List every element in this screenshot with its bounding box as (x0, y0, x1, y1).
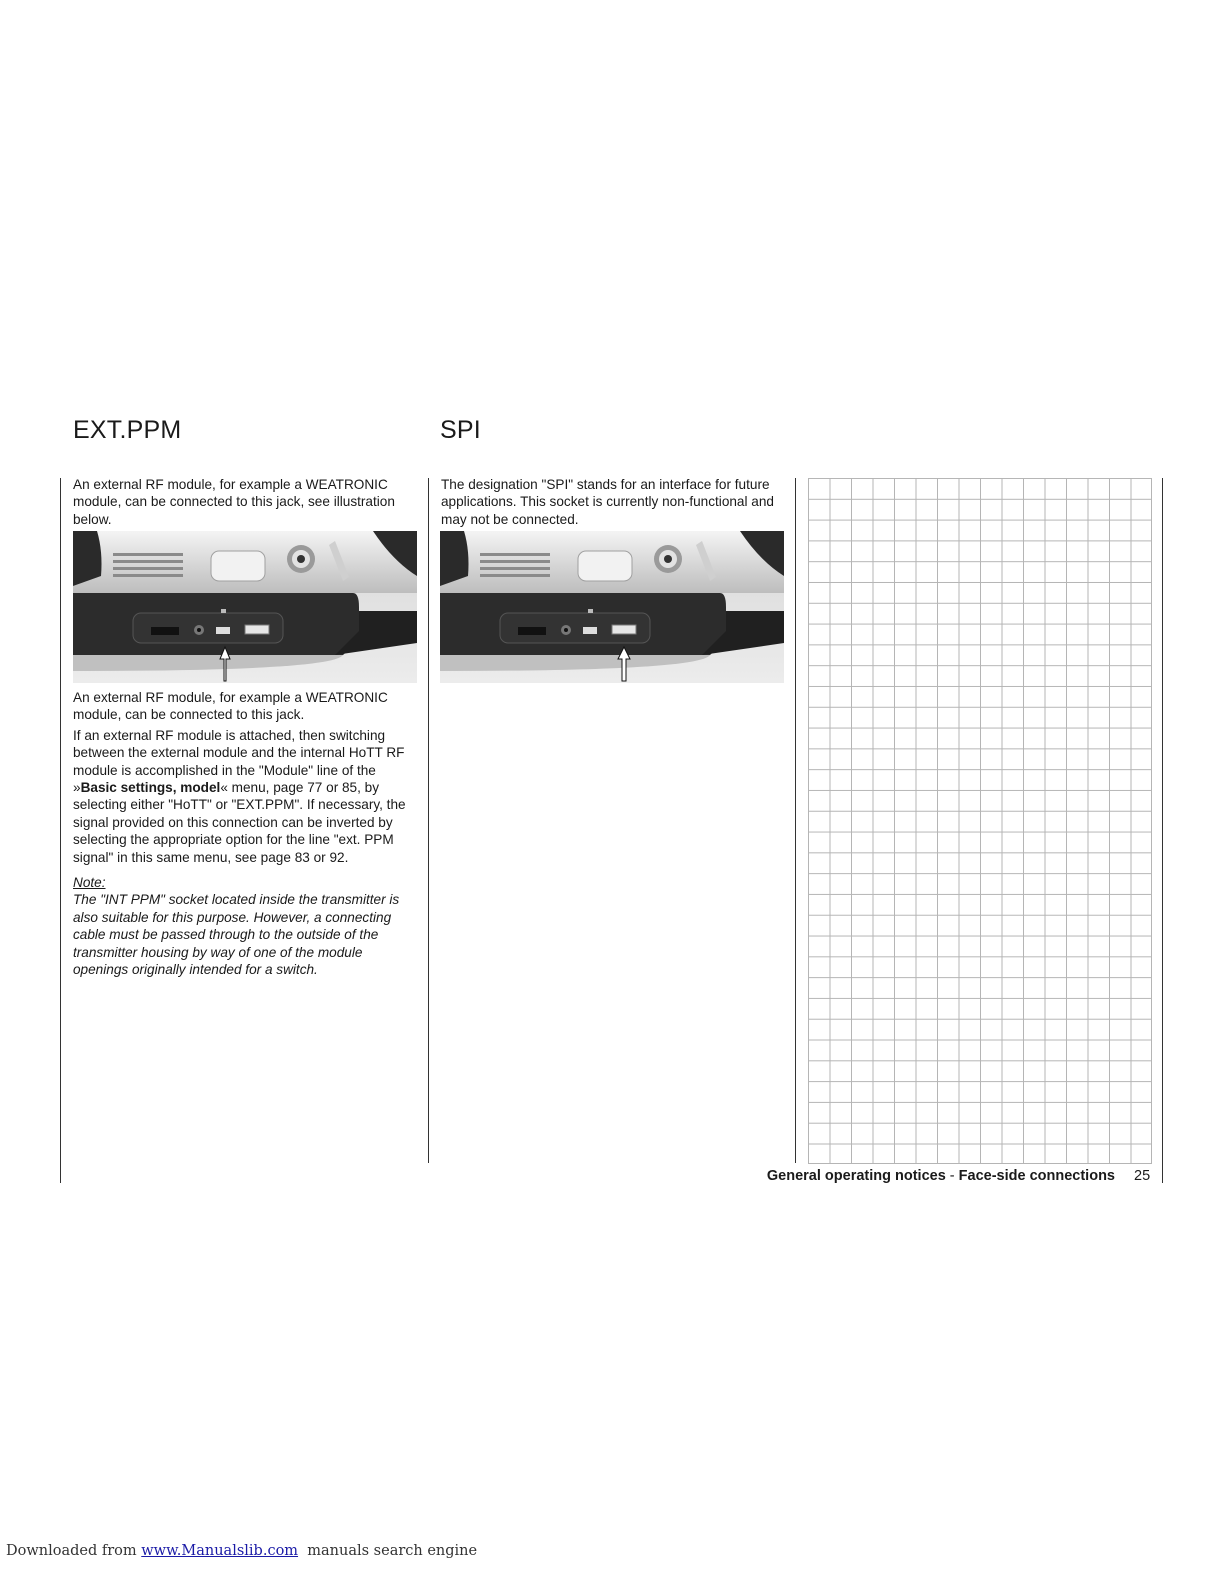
basic-settings-model-ref: Basic settings, model (80, 780, 221, 796)
ext-ppm-body1: An external RF module, for example a WEATRONIC module, can be connected to this jack. (73, 690, 388, 723)
transmitter-photo-2 (440, 531, 784, 683)
manualslib-link[interactable]: www.Manualslib.com (141, 1543, 299, 1559)
ext-ppm-intro-block (73, 476, 418, 531)
ext-ppm-body2 (73, 727, 418, 866)
ext-ppm-heading: EXT.PPM (73, 416, 182, 444)
left-margin-rule (60, 478, 61, 1183)
ext-ppm-body2-part1: If an external RF module is attached, then switching between the external module and the internal HoTT RF module is accomplished in the "Module" line of the » (73, 727, 405, 796)
notes-grid (808, 478, 1152, 1164)
footer-subsection: Face-side connections (958, 1168, 1115, 1184)
ext-ppm-body-block (73, 689, 418, 982)
download-suffix: manuals search engine (298, 1543, 478, 1559)
transmitter-photo-1 (73, 531, 417, 683)
column-divider-2 (795, 478, 796, 1163)
ext-ppm-body2-part2: « menu, page 77 or 85, by selecting either "HoTT" or "EXT.PPM". If necessary, the signal provided on this connection can be inverted by selecting the appropriate option for the line "ext. PPM signal" in this same menu, see page 83 or 92. (73, 780, 406, 865)
page-number: 25 (1134, 1168, 1151, 1184)
spi-intro: The designation "SPI" stands for an interface for future applications. This socket is currently non-functional and may not be connected. (441, 477, 774, 527)
note-label: Note: (73, 875, 106, 891)
footer-title (700, 1168, 1115, 1184)
ext-ppm-intro: An external RF module, for example a WEATRONIC module, can be connected to this jack, see illustration below. (73, 477, 395, 527)
spi-intro-block (441, 476, 786, 531)
spi-connector-photo (440, 531, 784, 683)
note-text: The "INT PPM" socket located inside the transmitter is also suitable for this purpose. However, a connecting cable must be passed through to the outside of the transmitter housing by way of one of the module openings originally intended for a switch. (73, 892, 400, 978)
footer-separator: - (945, 1168, 959, 1184)
footer-section: General operating notices (766, 1168, 946, 1184)
spi-heading: SPI (440, 416, 481, 444)
download-line (6, 1543, 477, 1559)
download-prefix: Downloaded from (6, 1543, 142, 1559)
column-divider-1 (428, 478, 429, 1163)
right-margin-rule (1162, 478, 1163, 1183)
ext-ppm-connector-photo (73, 531, 417, 683)
